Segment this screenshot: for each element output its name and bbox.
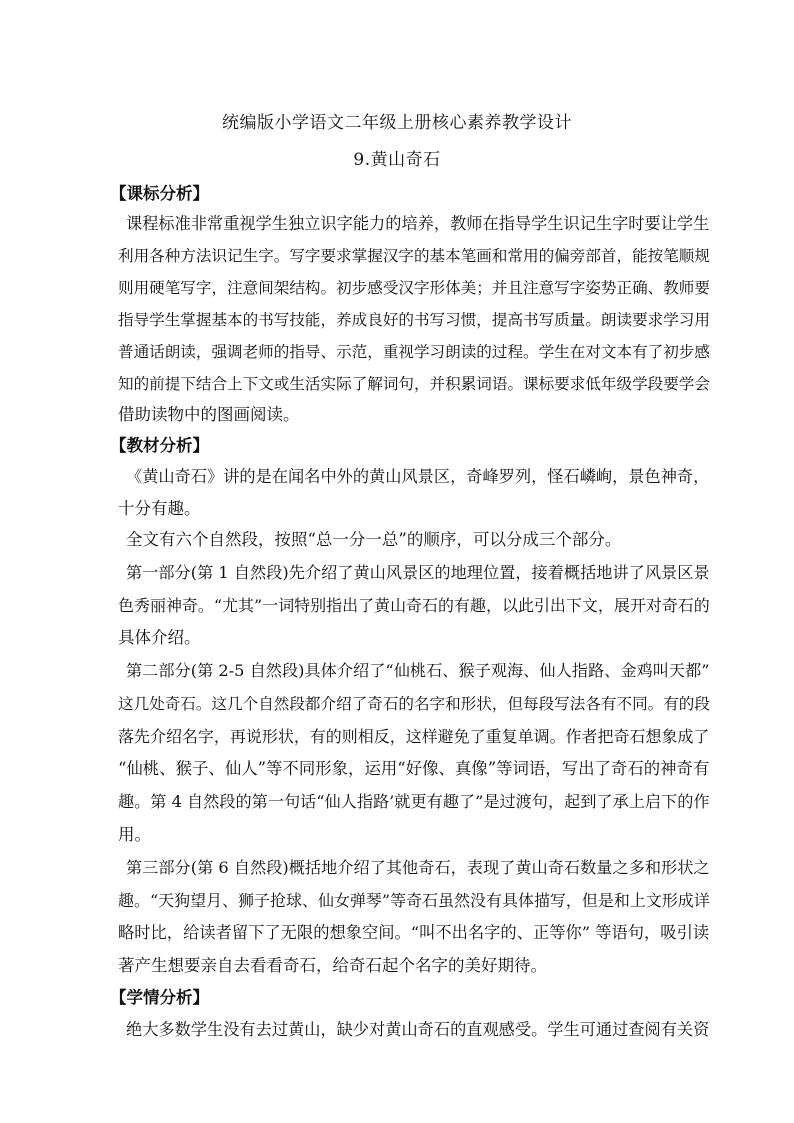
paragraph-line: 具体介绍。 [118, 628, 201, 647]
paragraph-line: “仙桃、猴子、仙人”等不同形象，运用“好像、真像”等词语，写出了奇石的神奇有 [118, 759, 710, 778]
lesson-title: 9.黄山奇石 [353, 150, 441, 170]
paragraph-line: 趣。“天狗望月、狮子抢球、仙女弹琴”等奇石虽然没有具体描写，但是和上文形成详 [118, 891, 710, 910]
paragraph-line: 则用硬笔写字，注意间架结构。初步感受汉字形体美；并且注意写字姿势正确、教师要 [118, 279, 710, 297]
paragraph-line: 借助读物中的图画阅读。 [118, 405, 300, 424]
paragraph-line: 绝大多数学生没有去过黄山，缺少对黄山奇石的直观感受。学生可通过查阅有关资 [126, 1020, 710, 1039]
paragraph-line: 第一部分(第 1 自然段)先介绍了黄山风景区的地理位置，接着概括地讲了风景区景 [126, 563, 710, 582]
paragraph-line: 用。 [118, 825, 151, 844]
paragraph-line: 十分有趣。 [118, 499, 201, 518]
document-title: 统编版小学语文二年级上册核心素养教学设计 [222, 113, 572, 133]
section-heading-students: 【学情分析】 [110, 988, 209, 1007]
paragraph-line: 利用各种方法识记生字。写字要求掌握汉字的基本笔画和常用的偏旁部首，能按笔顺规 [118, 247, 710, 265]
paragraph-line: 著产生想要亲自去看看奇石，给奇石起个名字的美好期待。 [118, 956, 547, 975]
paragraph-line: 略时比，给读者留下了无限的想象空间。“叫不出名字的、正等你” 等语句，吸引读 [118, 923, 710, 942]
paragraph-line: 普通话朗读，强调老师的指导、示范，重视学习朗读的过程。学生在对文本有了初步感 [118, 343, 710, 361]
paragraph-line: 全文有六个自然段，按照“总一分一总”的顺序，可以分成三个部分。 [126, 530, 622, 549]
paragraph-line: 色秀丽神奇。“尤其”一词特别指出了黄山奇石的有趣，以此引出下文，展开对奇石的 [118, 596, 710, 615]
paragraph-line: 第二部分(第 2-5 自然段)具体介绍了“仙桃石、猴子观海、仙人指路、金鸡叫天都” [126, 661, 710, 680]
section-heading-curriculum: 【课标分析】 [110, 184, 209, 203]
paragraph-line: 趣。第 4 自然段的第一句话“仙人指路’就更有趣了”是过渡句，起到了承上启下的作 [118, 792, 710, 811]
paragraph-line: 《黄山奇石》讲的是在闻名中外的黄山风景区，奇峰罗列，怪石嶙峋，景色神奇， [126, 467, 710, 486]
paragraph-line: 这几处奇石。这几个自然段都介绍了奇石的名字和形状，但每段写法各有不同。有的段 [118, 695, 710, 713]
paragraph-line: 落先介绍名字，再说形状，有的则相反，这样避免了重复单调。作者把奇石想象成了 [118, 727, 710, 746]
paragraph-line: 第三部分(第 6 自然段)概括地介绍了其他奇石，表现了黄山奇石数量之多和形状之 [126, 858, 710, 877]
paragraph-line: 课程标准非常重视学生独立识字能力的培养，教师在指导学生识记生字时要让学生 [126, 214, 710, 233]
paragraph-line: 指导学生掌握基本的书写技能，养成良好的书写习惯，提高书写质量。朗读要求学习用 [118, 311, 710, 329]
section-heading-textbook: 【教材分析】 [110, 436, 209, 455]
paragraph-line: 知的前提下结合上下文或生活实际了解词句，并积累词语。课标要求低年级学段要学会 [118, 375, 710, 393]
